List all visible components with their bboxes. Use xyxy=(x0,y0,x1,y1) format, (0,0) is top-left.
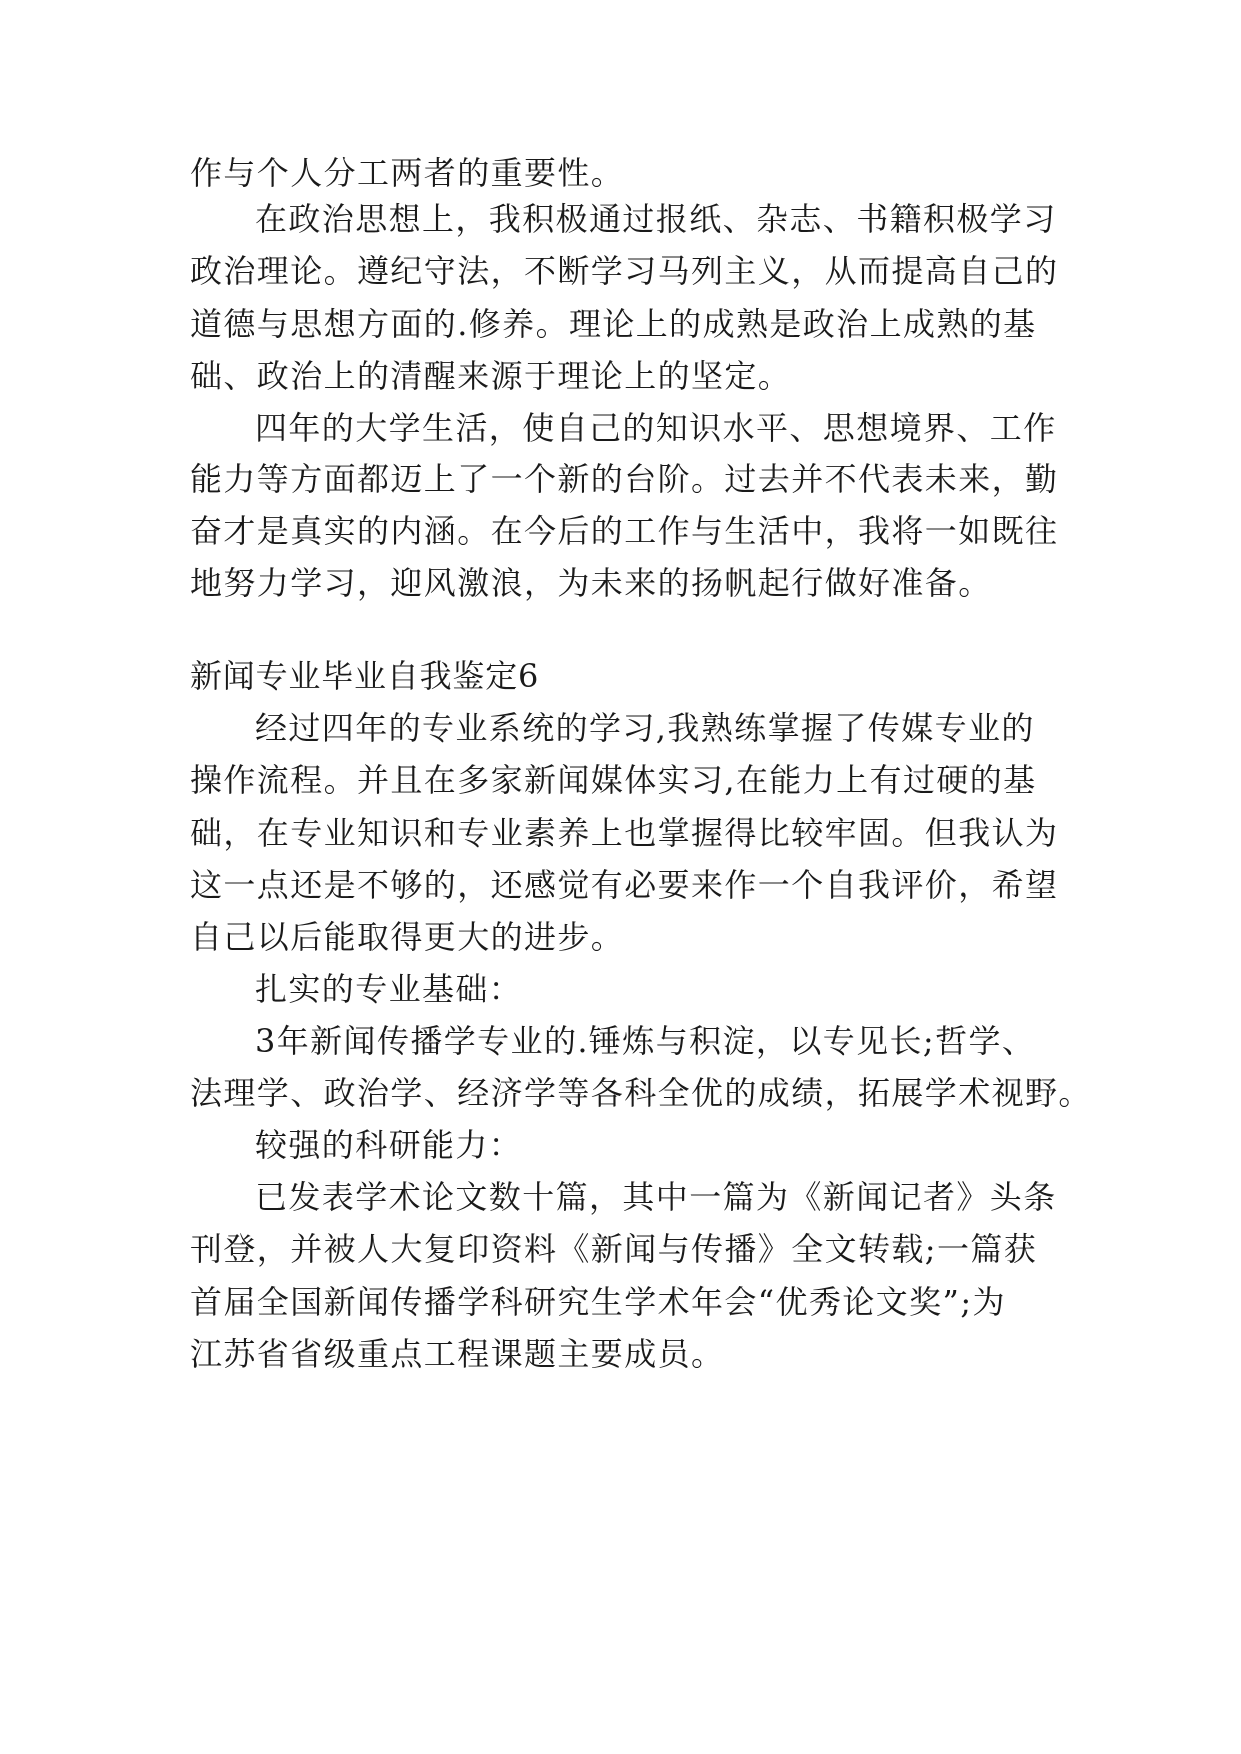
paragraph-line: 政治理论。遵纪守法，不断学习马列主义，从而提高自己的 xyxy=(190,252,1059,290)
paragraph-line: 地努力学习，迎风激浪，为未来的扬帆起行做好准备。 xyxy=(190,564,992,602)
paragraph-line: 能力等方面都迈上了一个新的台阶。过去并不代表未来，勤 xyxy=(190,460,1059,498)
paragraph-line: 操作流程。并且在多家新闻媒体实习,在能力上有过硬的基 xyxy=(190,761,1037,799)
paragraph-line: 3年新闻传播学专业的.锤炼与积淀，以专见长;哲学、 xyxy=(255,1022,1036,1060)
paragraph-line: 自己以后能取得更大的进步。 xyxy=(190,918,625,956)
paragraph-line: 奋才是真实的内涵。在今后的工作与生活中，我将一如既往 xyxy=(190,512,1059,550)
paragraph-line: 法理学、政治学、经济学等各科全优的成绩，拓展学术视野。 xyxy=(190,1074,1092,1112)
paragraph-line: 首届全国新闻传播学科研究生学术年会“优秀论文奖”;为 xyxy=(190,1283,1006,1321)
paragraph-line: 刊登，并被人大复印资料《新闻与传播》全文转载;一篇获 xyxy=(190,1230,1038,1268)
paragraph-line: 经过四年的专业系统的学习,我熟练掌握了传媒专业的 xyxy=(255,709,1035,747)
subheading: 扎实的专业基础： xyxy=(255,970,523,1008)
paragraph-line: 已发表学术论文数十篇，其中一篇为《新闻记者》头条 xyxy=(255,1178,1057,1216)
paragraph-line: 这一点还是不够的，还感觉有必要来作一个自我评价，希望 xyxy=(190,866,1059,904)
paragraph-line: 作与个人分工两者的重要性。 xyxy=(190,154,625,192)
paragraph-line: 础、政治上的清醒来源于理论上的坚定。 xyxy=(190,357,792,395)
section-heading: 新闻专业毕业自我鉴定6 xyxy=(190,657,540,695)
paragraph-line: 在政治思想上，我积极通过报纸、杂志、书籍积极学习 xyxy=(255,200,1057,238)
paragraph-line: 四年的大学生活，使自己的知识水平、思想境界、工作 xyxy=(255,409,1057,447)
subheading: 较强的科研能力： xyxy=(255,1126,523,1164)
paragraph-line: 础，在专业知识和专业素养上也掌握得比较牢固。但我认为 xyxy=(190,814,1059,852)
paragraph-line: 道德与思想方面的.修养。理论上的成熟是政治上成熟的基 xyxy=(190,305,1037,343)
paragraph-line: 江苏省省级重点工程课题主要成员。 xyxy=(190,1335,725,1373)
